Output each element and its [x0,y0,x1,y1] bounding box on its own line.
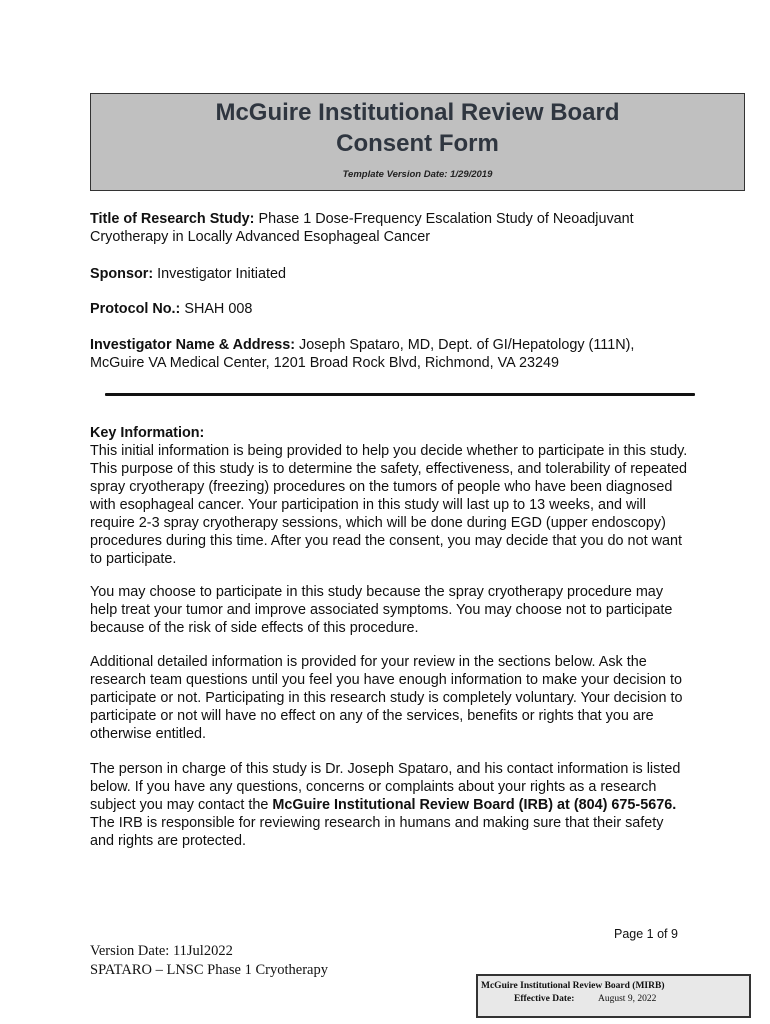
sponsor-value: Investigator Initiated [153,266,286,282]
sponsor-label: Sponsor: [90,266,154,282]
form-title-line1: McGuire Institutional Review Board [215,99,620,126]
key-information-text: This initial information is being provided to help you decide whether to participate in this study. This purpose of this study is to determine the safety, effectiveness, and tolerability of repeated spray cryotherapy (freezing) procedures on the tumors of people who have been diagnosed with esophageal cancer. Your participation in this study will last up to 13 weeks, and will require 2-3 spray cryotherapy sessions, which will be done during EGD (upper endoscopy) procedures during this time. After you read the consent, you may decide that you do not want to participate. [90,443,688,567]
study-title-value: Phase 1 Dose-Frequency Escalation Study of Neoadjuvant Cryotherapy in Locally Advanced Esophageal Cancer [90,211,634,245]
contact-text-start: The person in charge of this study is Dr. Joseph Spataro, and his contact information is listed below. If you have any questions, concerns or complaints about your rights as a research subject you may contact the [90,761,681,813]
mirb-title: McGuire Institutional Review Board (MIRB) [481,981,665,991]
study-title [90,210,690,246]
study-title-label: Title of Research Study: [90,211,255,227]
investigator-value: Joseph Spataro, MD, Dept. of GI/Hepatology (111N), McGuire VA Medical Center, 1201 Broad Rock Blvd, Richmond, VA 23249 [90,337,635,371]
page-number: Page 1 of 9 [614,927,678,941]
irb-contact: McGuire Institutional Review Board (IRB) at (804) 675-5676. [272,797,677,813]
protocol-number [90,300,690,318]
contact-text-end: The IRB is responsible for reviewing research in humans and making sure that their safety and rights are protected. [90,815,664,849]
version-date: Version Date: 11Jul2022 [90,943,233,959]
template-version-date: Template Version Date: 1/29/2019 [342,169,493,180]
contact-paragraph [90,760,690,850]
section-divider [105,393,695,396]
mirb-stamp [476,974,751,1018]
form-header-box [90,93,745,191]
investigator-label: Investigator Name & Address: [90,337,295,353]
sponsor [90,265,690,283]
footer-version [90,942,328,980]
study-short-name: SPATARO – LNSC Phase 1 Cryotherapy [90,962,328,978]
effective-date-value: August 9, 2022 [598,994,657,1004]
reasons-text: You may choose to participate in this study because the spray cryotherapy procedure may help treat your tumor and improve associated symptoms. You may choose not to participate because of the risk of side effects of this procedure. [90,584,673,636]
form-title [91,97,744,159]
key-information-paragraph [90,424,690,568]
additional-info-text: Additional detailed information is provided for your review in the sections below. Ask the research team questions until you feel you have enough information to make your decision to participate or not. Participating in this research study is completely voluntary. Your decision to participate or not will have no effect on any of the services, benefits or rights that you are otherwise entitled. [90,654,683,742]
additional-info-paragraph [90,653,690,743]
form-title-line2: Consent Form [336,130,499,157]
protocol-label: Protocol No.: [90,301,181,317]
reasons-paragraph [90,583,690,637]
key-information-heading: Key Information: [90,425,205,441]
effective-date-label: Effective Date: [514,994,575,1004]
protocol-value: SHAH 008 [180,301,253,317]
investigator [90,336,690,372]
